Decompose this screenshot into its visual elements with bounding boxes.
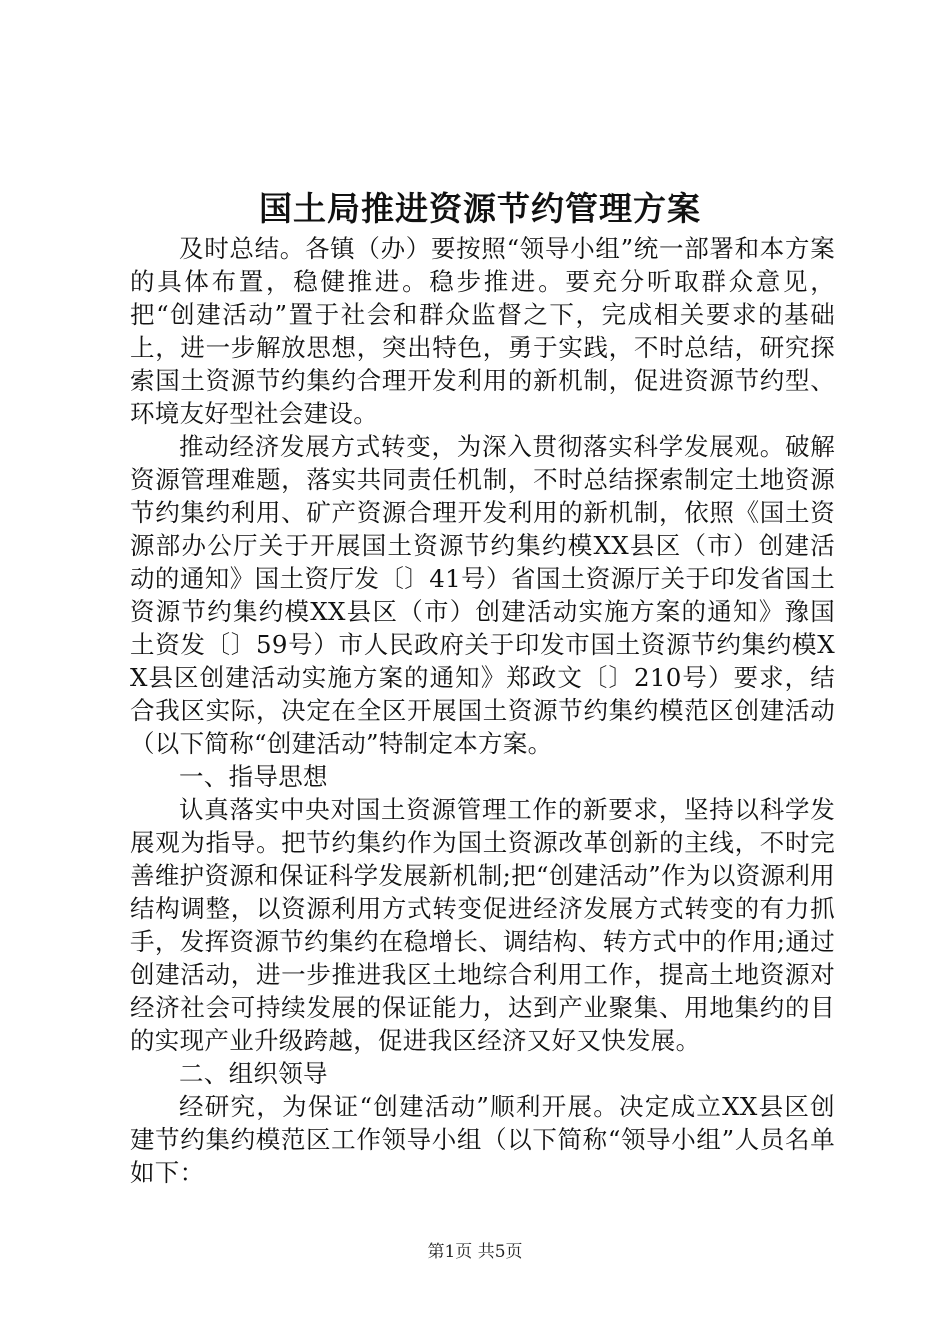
document-body [130,232,835,1189]
section-heading-leadership: 二、组织领导 [179,1059,328,1088]
paragraph-leadership: 经研究，为保证“创建活动”顺利开展。决定成立XX县区创建节约集约模范区工作领导小组（以下简称“领导小组”人员名单如下： [130,1092,835,1187]
section-heading-guiding-ideology: 一、指导思想 [179,762,328,791]
document-title: 国土局推进资源节约管理方案 [259,189,701,228]
page-footer: 第1页 共5页 [427,1242,523,1262]
paragraph-guiding-ideology: 认真落实中央对国土资源管理工作的新要求，坚持以科学发展观为指导。把节约集约作为国土资源改革创新的主线，不时完善维护资源和保证科学发展新机制;把“创建活动”作为以资源利用结构调整，以资源利用方式转变促进经济发展方式转变的有力抓手，发挥资源节约集约在稳增长、调结构、转方式中的作用;通过创建活动，进一步推进我区土地综合利用工作，提高土地资源对经济社会可持续发展的保证能力，达到产业聚集、用地集约的目的实现产业升级跨越，促进我区经济又好又快发展。 [130,795,835,1055]
paragraph-background: 推动经济发展方式转变，为深入贯彻落实科学发展观。破解资源管理难题，落实共同责任机制，不时总结探索制定土地资源节约集约利用、矿产资源合理开发利用的新机制，依照《国土资源部办公厅关于开展国土资源节约集约模XX县区（市）创建活动的通知》国土资厅发〔〕41号）省国土资源厅关于印发省国土资源节约集约模XX县区（市）创建活动实施方案的通知》豫国土资发〔〕59号）市人民政府关于印发市国土资源节约集约模XX县区创建活动实施方案的通知》郑政文〔〕210号）要求，结合我区实际，决定在全区开展国土资源节约集约模范区创建活动（以下简称“创建活动”特制定本方案。 [130,432,835,758]
paragraph-summary: 及时总结。各镇（办）要按照“领导小组”统一部署和本方案的具体布置，稳健推进。稳步推进。要充分听取群众意见，把“创建活动”置于社会和群众监督之下，完成相关要求的基础上，进一步解放思想，突出特色，勇于实践，不时总结，研究探索国土资源节约集约合理开发利用的新机制，促进资源节约型、环境友好型社会建设。 [130,234,835,428]
